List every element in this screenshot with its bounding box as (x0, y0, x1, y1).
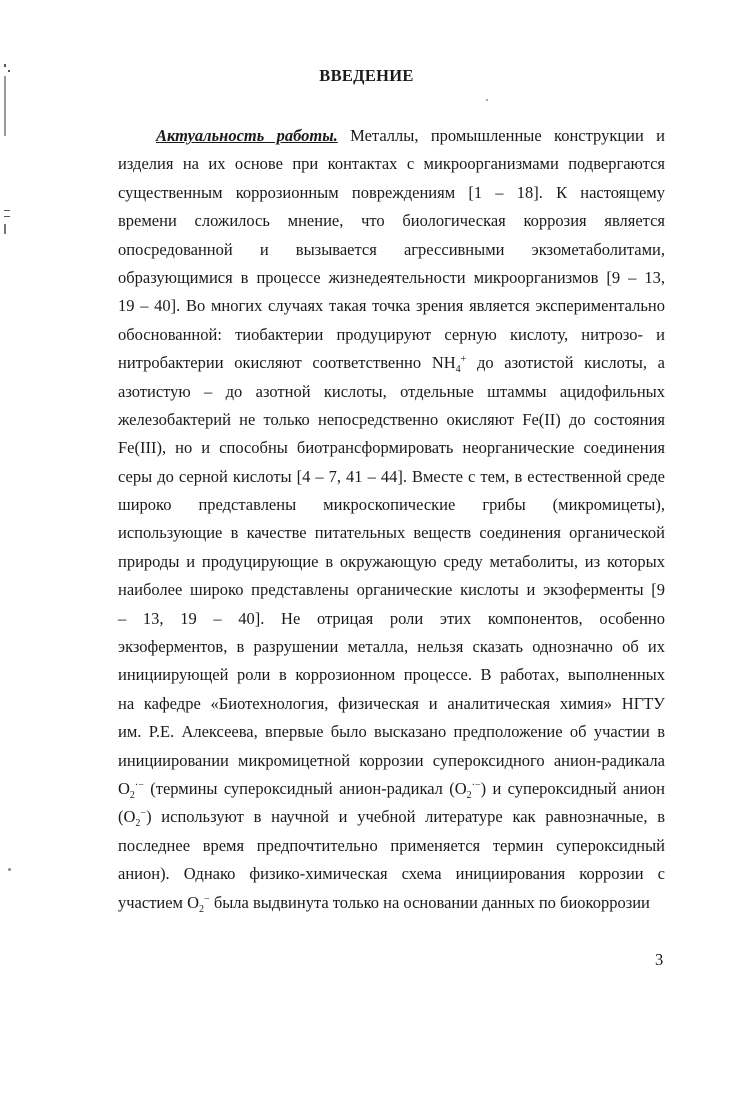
text-line: обоснованной: тиобактерии продуцируют серную кислоту, нитрозо- и (118, 324, 665, 344)
superoxide-formula: $O_2^{\cdot-}$ (118, 778, 144, 801)
text-line: существенным коррозионным повреждениям [1 – 18]. К настоящему (118, 182, 665, 202)
text-line: на кафедре «Биотехнология, физическая и аналитическая химия» НГТУ (118, 693, 665, 713)
text-line: широко представлены микроскопические грибы (микромицеты), (118, 495, 665, 515)
text-line: Актуальность работы. Металлы, промышленные конструкции и (156, 126, 665, 145)
text-line: времени сложилось мнение, что биологическая коррозия является (118, 211, 665, 231)
document-body (118, 122, 665, 917)
superoxide-formula: $_2$·− (466, 779, 481, 801)
scan-margin-marks (4, 60, 16, 240)
page-title: ВВЕДЕНИЕ (319, 66, 414, 85)
text-line: им. Р.Е. Алексеева, впервые было высказано предположение об участии в (118, 722, 665, 742)
scan-speck (8, 868, 11, 871)
text-line: участием $O_2^-$ была выдвинута только на основании данных по биокоррозии (118, 892, 650, 915)
scan-speck (486, 99, 488, 101)
text-line: наиболее широко представлены органические кислоты и экзоферменты [9 (118, 580, 665, 600)
text-line: серы до серной кислоты [4 – 7, 41 – 44]. Вместе с тем, в естественной среде (118, 466, 665, 486)
text-line: азотистую – до азотной кислоты, отдельные штаммы ацидофильных (118, 381, 665, 401)
text-line: $(O_2^-)$ используют в научной и учебной литературе как равнозначные, в (118, 807, 665, 830)
text-line: экзоферментов, в разрушении металла, нельзя сказать однозначно об их (118, 637, 665, 657)
text-line: изделия на их основе при контактах с микроорганизмами подвергаются (118, 154, 665, 174)
text-line: инициирующей роли в коррозионном процессе. В работах, выполненных (118, 665, 665, 685)
ammonium-formula: $NH_4^+$ (431, 353, 467, 376)
text-line: опосредованной и вызывается агрессивными экзометаболитами, (118, 239, 665, 259)
text-line: Fe(III), но и способны биотрансформировать неорганические соединения (118, 438, 665, 458)
text-line: анион). Однако физико-химическая схема инициирования коррозии с (118, 864, 665, 884)
text-line: образующимися в процессе жизнедеятельности микроорганизмов [9 – 13, (118, 267, 665, 287)
text-line: $O_2^{\cdot-}$ (термины супероксидный анион-радикал $(O_2^{\cdot-})$ и супероксидный анион (118, 778, 665, 801)
text-line: – 13, 19 – 40]. Не отрицая роли этих компонентов, особенно (118, 608, 665, 628)
page-number: 3 (655, 950, 664, 969)
text-line: железобактерий не только непосредственно окисляют Fe(II) до состояния (118, 409, 665, 429)
text-line: использующие в качестве питательных веществ соединения органической (118, 523, 665, 543)
text-line: природы и продуцирующие в окружающую среду метаболиты, из которых (118, 551, 665, 571)
text-line: 19 – 40]. Во многих случаях такая точка зрения является экспериментально (118, 296, 665, 316)
text-line: последнее время предпочтительно применяется термин супероксидный (118, 835, 665, 855)
text-line: нитробактерии окисляют соответственно $NH_4^+$ до азотистой кислоты, а (118, 353, 666, 376)
text-line: инициировании микромицетной коррозии супероксидного анион-радикала (118, 750, 665, 770)
lead-heading: Актуальность работы. (156, 126, 338, 145)
